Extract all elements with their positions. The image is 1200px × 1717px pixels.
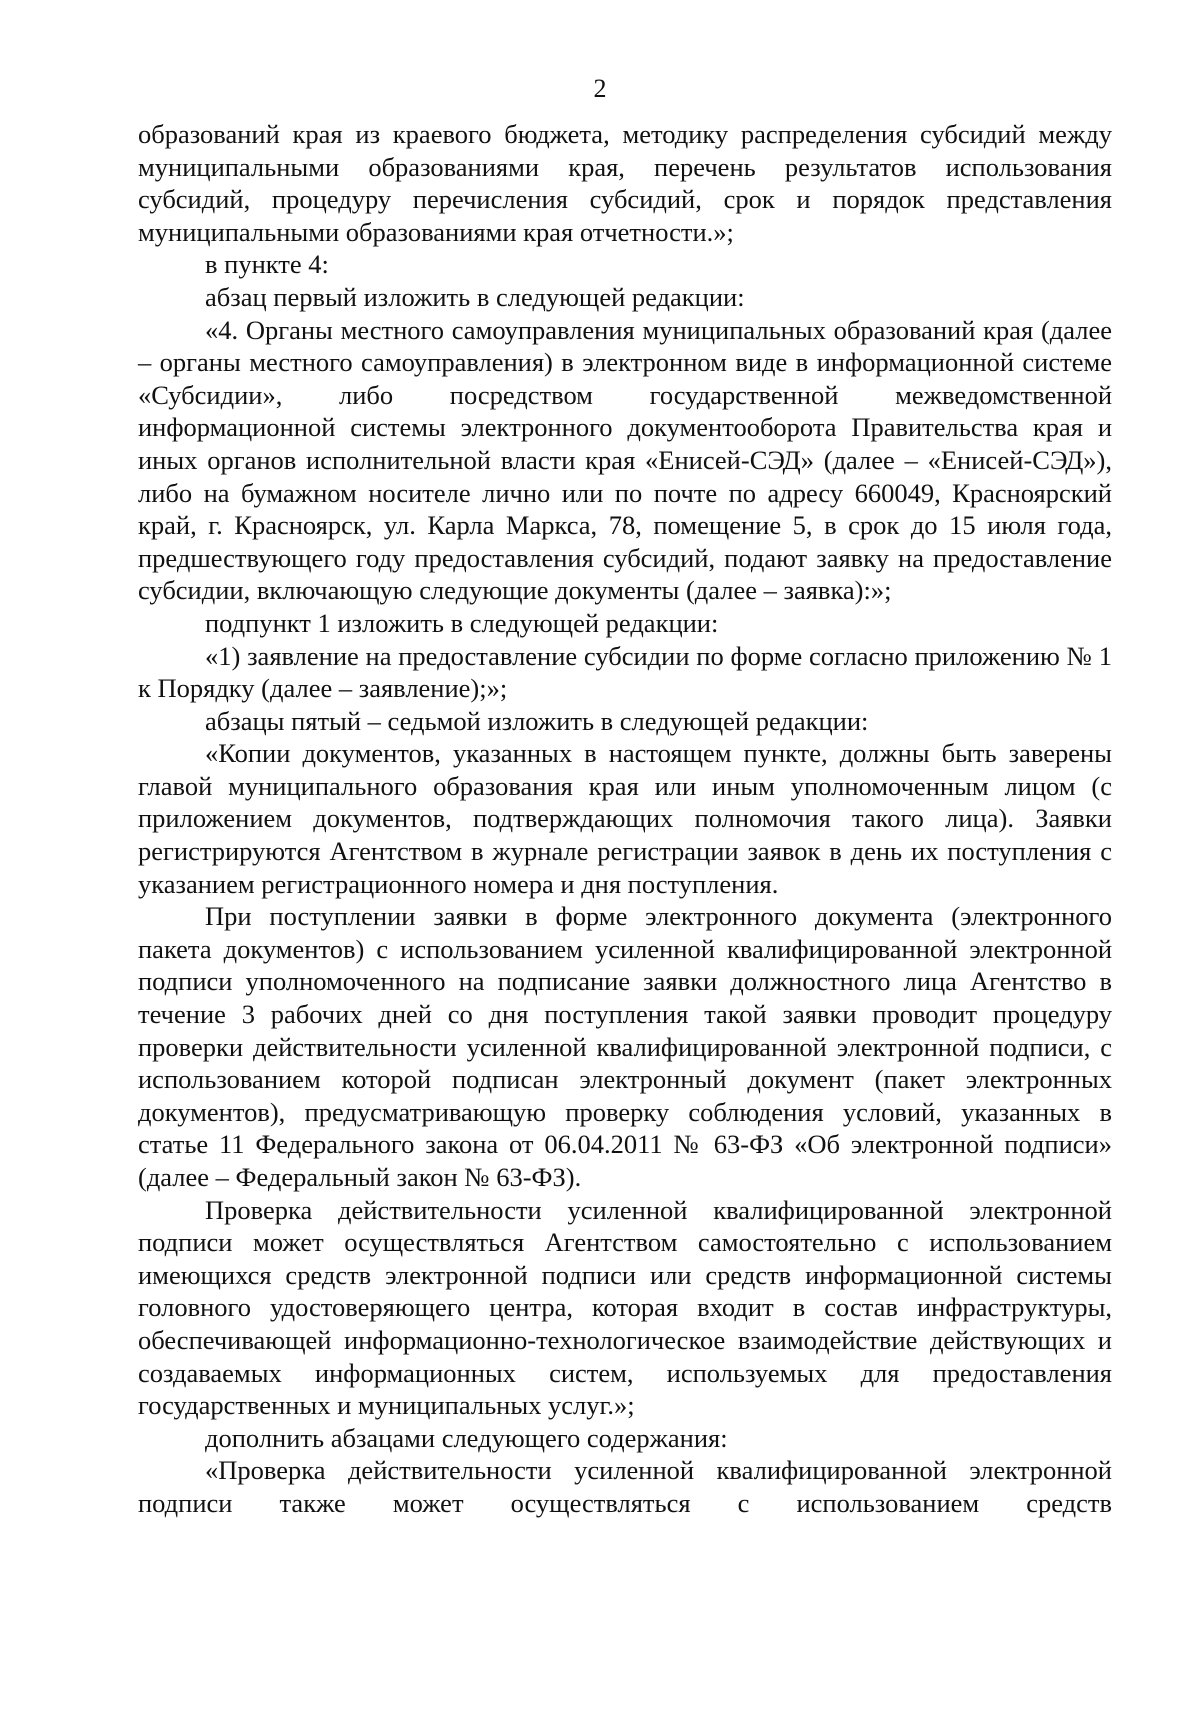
paragraph-add-instruction: дополнить абзацами следующего содержания:	[205, 1422, 728, 1453]
page-number: 2	[593, 74, 607, 103]
paragraph-signature-check: Проверка действительности усиленной квалифицированной электронной подписи может осуществляться Агентством самостоятельно с использованием имеющихся средств электронной подписи или средств информационной системы головного удостоверяющего центра, которая входит в состав инфраструктуры, обеспечивающей информационно-технологическое взаимодействие действующих и создаваемых информационных систем, используемых для предоставления государственных и муниципальных услуг.»;	[138, 1194, 1112, 1421]
paragraph-instruction-fifth-seventh: абзацы пятый – седьмой изложить в следующей редакции:	[205, 705, 869, 736]
document-body	[138, 118, 1112, 1520]
paragraph-signature-check-additional: «Проверка действительности усиленной квалифицированной электронной подписи также может осуществляться с использованием средств	[138, 1455, 1112, 1518]
paragraph-item-4: в пункте 4:	[205, 249, 329, 280]
paragraph-instruction-first: абзац первый изложить в следующей редакции:	[205, 281, 745, 312]
paragraph-electronic-submission: При поступлении заявки в форме электронного документа (электронного пакета документов) с использованием усиленной квалифицированной электронной подписи уполномоченного на подписание заявки должностного лица Агентство в течение 3 рабочих дней со дня поступления такой заявки проводит процедуру проверки действительности усиленной квалифицированной электронной подписи, с использованием которой подписан электронный документ (пакет электронных документов), предусматривающую проверку соблюдения условий, указанных в статье 11 Федерального закона от 06.04.2011 № 63-ФЗ «Об электронной подписи» (далее – Федеральный закон № 63-ФЗ).	[138, 901, 1112, 1192]
paragraph-copies: «Копии документов, указанных в настоящем пункте, должны быть заверены главой муниципального образования края или иным уполномоченным лицом (с приложением документов, подтверждающих полномочия такого лица). Заявки регистрируются Агентством в журнале регистрации заявок в день их поступления с указанием регистрационного номера и дня поступления.	[138, 738, 1112, 899]
paragraph-item-4-text: «4. Органы местного самоуправления муниципальных образований края (далее – органы местного самоуправления) в электронном виде в информационной системе «Субсидии», либо посредством государственной межведомственной информационной системы электронного документооборота Правительства края и иных органов исполнительной власти края «Енисей-СЭД» (далее – «Енисей-СЭД»), либо на бумажном носителе лично или по почте по адресу 660049, Красноярский край, г. Красноярск, ул. Карла Маркса, 78, помещение 5, в срок до 15 июля года, предшествующего году предоставления субсидий, подают заявку на предоставление субсидии, включающую следующие документы (далее – заявка):»;	[138, 314, 1112, 606]
paragraph-subitem-1-text: «1) заявление на предоставление субсидии по форме согласно приложению № 1 к Порядку (далее – заявление);»;	[138, 640, 1112, 704]
paragraph-continuation: образований края из краевого бюджета, методику распределения субсидий между муниципальными образованиями края, перечень результатов использования субсидий, процедуру перечисления субсидий, срок и порядок представления муниципальными образованиями края отчетности.»;	[138, 119, 1112, 247]
paragraph-subitem-1-instruction: подпункт 1 изложить в следующей редакции:	[205, 607, 719, 638]
